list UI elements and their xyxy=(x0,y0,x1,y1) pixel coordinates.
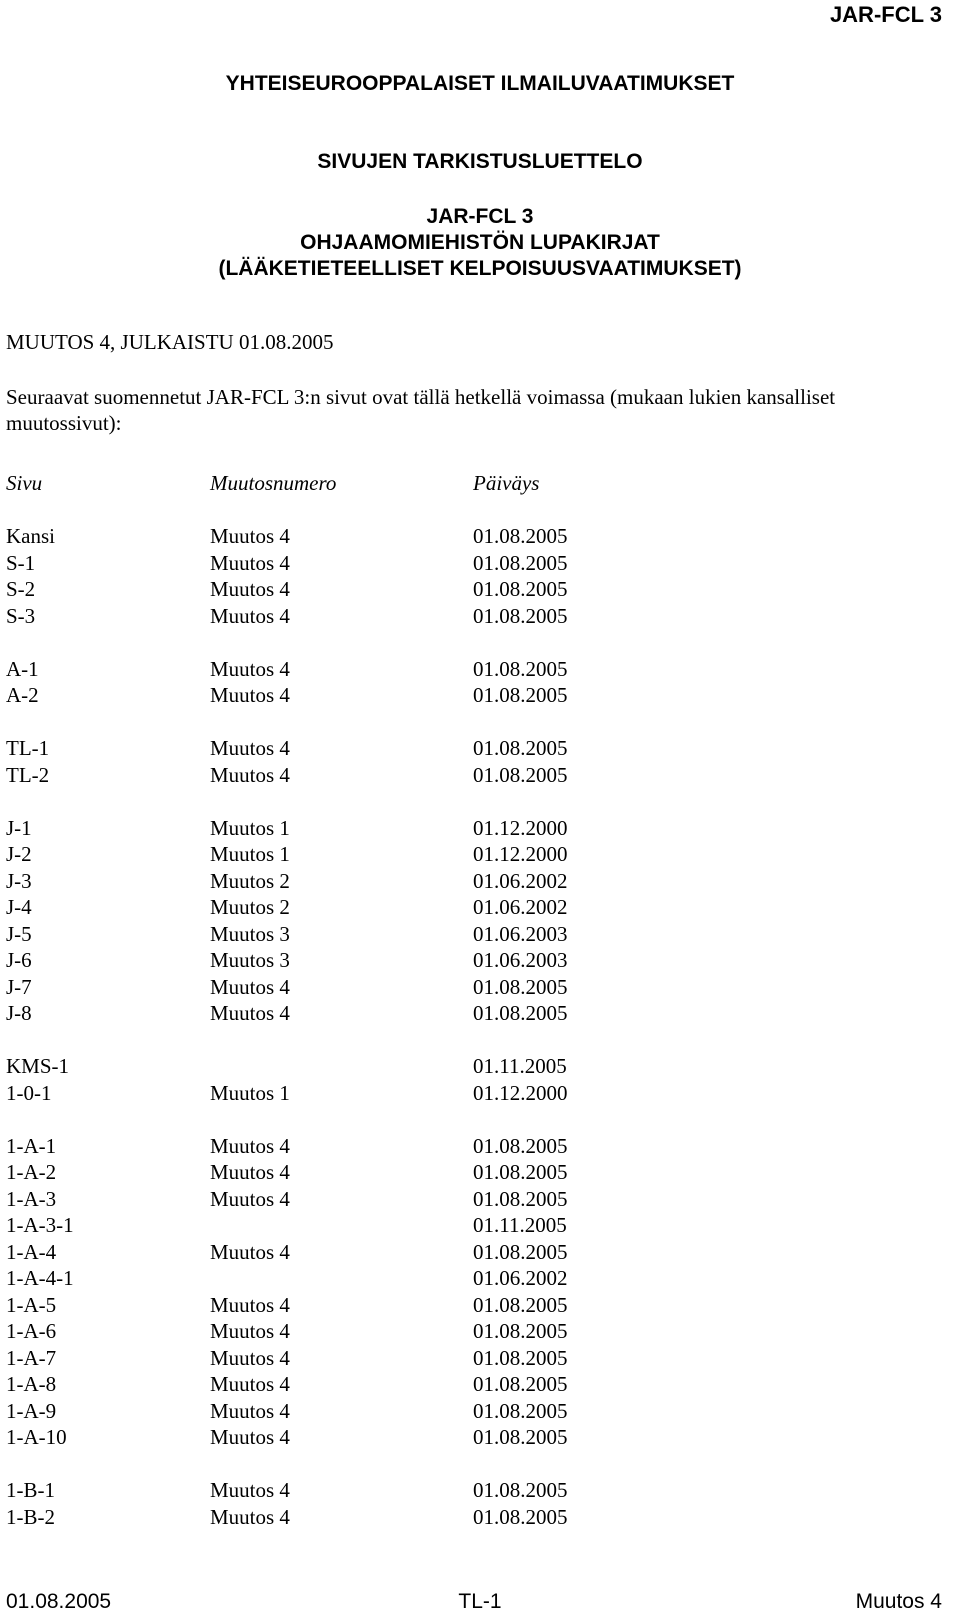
section-title: SIVUJEN TARKISTUSLUETTELO xyxy=(317,150,643,173)
subject-title-sub: (LÄÄKETIETEELLISET KELPOISUUSVAATIMUKSET) xyxy=(218,257,742,280)
cell-date: 01.08.2005 xyxy=(473,736,568,760)
cell-date: 01.08.2005 xyxy=(473,683,568,707)
cell-amendment: Muutos 4 xyxy=(210,1292,290,1317)
cell-amendment: Muutos 4 xyxy=(210,1239,290,1264)
cell-page: J-6 xyxy=(6,948,32,972)
subject-title-name: OHJAAMOMIEHISTÖN LUPAKIRJAT xyxy=(300,231,660,254)
header-doc-id: JAR-FCL 3 xyxy=(829,2,942,27)
cell-page: 1-A-9 xyxy=(6,1398,57,1423)
cell-amendment: Muutos 1 xyxy=(210,815,290,840)
cell-page: J-5 xyxy=(6,921,32,946)
cell-date: 01.08.2005 xyxy=(473,1001,568,1025)
cell-page: 1-A-2 xyxy=(6,1160,57,1184)
cell-amendment: Muutos 4 xyxy=(210,736,290,760)
cell-date: 01.12.2000 xyxy=(473,1080,568,1105)
cell-date: 01.08.2005 xyxy=(473,1425,568,1449)
cell-date: 01.08.2005 xyxy=(473,1345,568,1370)
cell-date: 01.08.2005 xyxy=(473,974,568,999)
cell-amendment: Muutos 4 xyxy=(210,1398,290,1423)
cell-page: J-2 xyxy=(6,842,32,866)
cell-amendment: Muutos 4 xyxy=(210,1478,290,1502)
cell-page: 1-A-7 xyxy=(6,1345,57,1370)
cell-amendment: Muutos 4 xyxy=(210,603,290,628)
cell-amendment: Muutos 1 xyxy=(210,842,290,866)
cell-page: S-3 xyxy=(6,603,36,628)
cell-amendment: Muutos 4 xyxy=(210,524,290,548)
cell-date: 01.08.2005 xyxy=(473,524,568,548)
cell-page: S-1 xyxy=(6,550,36,575)
header-page: Sivu xyxy=(6,471,43,495)
cell-page: A-2 xyxy=(6,683,39,707)
cell-page: KMS-1 xyxy=(6,1054,70,1078)
cell-amendment: Muutos 3 xyxy=(210,921,290,946)
cell-page: J-1 xyxy=(6,815,32,840)
cell-amendment: Muutos 4 xyxy=(210,1345,290,1370)
cell-date: 01.06.2002 xyxy=(473,868,568,893)
cell-amendment: Muutos 4 xyxy=(210,1001,290,1025)
cell-date: 01.12.2000 xyxy=(473,842,568,866)
cell-amendment: Muutos 4 xyxy=(210,974,290,999)
cell-amendment: Muutos 4 xyxy=(210,1319,290,1343)
cell-date: 01.08.2005 xyxy=(473,577,568,601)
cell-amendment: Muutos 4 xyxy=(210,1133,290,1158)
cell-amendment: Muutos 3 xyxy=(210,948,290,972)
document-title: YHTEISEUROOPPALAISET ILMAILUVAATIMUKSET xyxy=(225,72,735,95)
cell-date: 01.11.2005 xyxy=(473,1213,567,1237)
cell-date: 01.11.2005 xyxy=(473,1054,567,1078)
cell-amendment: Muutos 4 xyxy=(210,683,290,707)
footer-page: TL-1 xyxy=(458,1590,502,1613)
cell-amendment: Muutos 4 xyxy=(210,762,290,787)
cell-amendment: Muutos 4 xyxy=(210,1425,290,1449)
cell-page: 1-A-6 xyxy=(6,1319,57,1343)
cell-date: 01.08.2005 xyxy=(473,656,568,681)
cell-amendment: Muutos 4 xyxy=(210,1186,290,1211)
cell-amendment: Muutos 1 xyxy=(210,1080,290,1105)
cell-page: 1-A-3 xyxy=(6,1186,57,1211)
intro-paragraph: Seuraavat suomennetut JAR-FCL 3:n sivut ovat tällä hetkellä voimassa (mukaan lukien kansalliset muutossivut): xyxy=(6,385,836,435)
footer-date: 01.08.2005 xyxy=(6,1590,112,1613)
cell-date: 01.08.2005 xyxy=(473,1292,568,1317)
cell-date: 01.08.2005 xyxy=(473,1504,568,1529)
cell-page: TL-1 xyxy=(6,736,50,760)
cell-page: TL-2 xyxy=(6,762,50,787)
cell-amendment: Muutos 4 xyxy=(210,1160,290,1184)
cell-amendment: Muutos 4 xyxy=(210,1504,290,1529)
cell-amendment: Muutos 2 xyxy=(210,895,290,919)
cell-page: 1-A-1 xyxy=(6,1133,57,1158)
cell-amendment: Muutos 4 xyxy=(210,656,290,681)
cell-date: 01.06.2002 xyxy=(473,1266,568,1290)
cell-date: 01.08.2005 xyxy=(473,762,568,787)
cell-date: 01.08.2005 xyxy=(473,1186,568,1211)
cell-date: 01.08.2005 xyxy=(473,1160,568,1184)
cell-page: J-8 xyxy=(6,1001,32,1025)
header-amendment: Muutosnumero xyxy=(210,471,337,495)
subject-title-block xyxy=(0,204,960,282)
subject-title-code: JAR-FCL 3 xyxy=(426,205,534,228)
cell-date: 01.08.2005 xyxy=(473,1478,568,1502)
cell-page: S-2 xyxy=(6,577,36,601)
cell-date: 01.08.2005 xyxy=(473,603,568,628)
cell-page: J-3 xyxy=(6,868,32,893)
cell-page: J-7 xyxy=(6,974,32,999)
cell-date: 01.08.2005 xyxy=(473,1239,568,1264)
amendment-line: MUUTOS 4, JULKAISTU 01.08.2005 xyxy=(6,330,334,354)
header-date: Päiväys xyxy=(473,471,540,495)
cell-page: 1-A-10 xyxy=(6,1425,67,1449)
cell-amendment: Muutos 4 xyxy=(210,1372,290,1396)
cell-date: 01.12.2000 xyxy=(473,815,568,840)
cell-amendment: Muutos 4 xyxy=(210,577,290,601)
cell-page: A-1 xyxy=(6,656,39,681)
cell-date: 01.08.2005 xyxy=(473,1398,568,1423)
cell-page: 1-A-4 xyxy=(6,1239,57,1264)
cell-page: 1-A-5 xyxy=(6,1292,57,1317)
cell-amendment: Muutos 2 xyxy=(210,868,290,893)
cell-page: Kansi xyxy=(6,524,55,548)
cell-page: J-4 xyxy=(6,895,32,919)
cell-page: 1-A-8 xyxy=(6,1372,57,1396)
cell-page: 1-B-1 xyxy=(6,1478,55,1502)
cell-page: 1-A-3-1 xyxy=(6,1213,74,1237)
cell-date: 01.06.2002 xyxy=(473,895,568,919)
cell-amendment: Muutos 4 xyxy=(210,550,290,575)
cell-page: 1-B-2 xyxy=(6,1504,55,1529)
cell-date: 01.08.2005 xyxy=(473,1319,568,1343)
cell-date: 01.06.2003 xyxy=(473,948,568,972)
cell-date: 01.06.2003 xyxy=(473,921,568,946)
cell-date: 01.08.2005 xyxy=(473,550,568,575)
cell-date: 01.08.2005 xyxy=(473,1133,568,1158)
cell-date: 01.08.2005 xyxy=(473,1372,568,1396)
cell-page: 1-A-4-1 xyxy=(6,1266,74,1290)
cell-page: 1-0-1 xyxy=(6,1080,52,1105)
footer-amendment: Muutos 4 xyxy=(855,1590,942,1613)
